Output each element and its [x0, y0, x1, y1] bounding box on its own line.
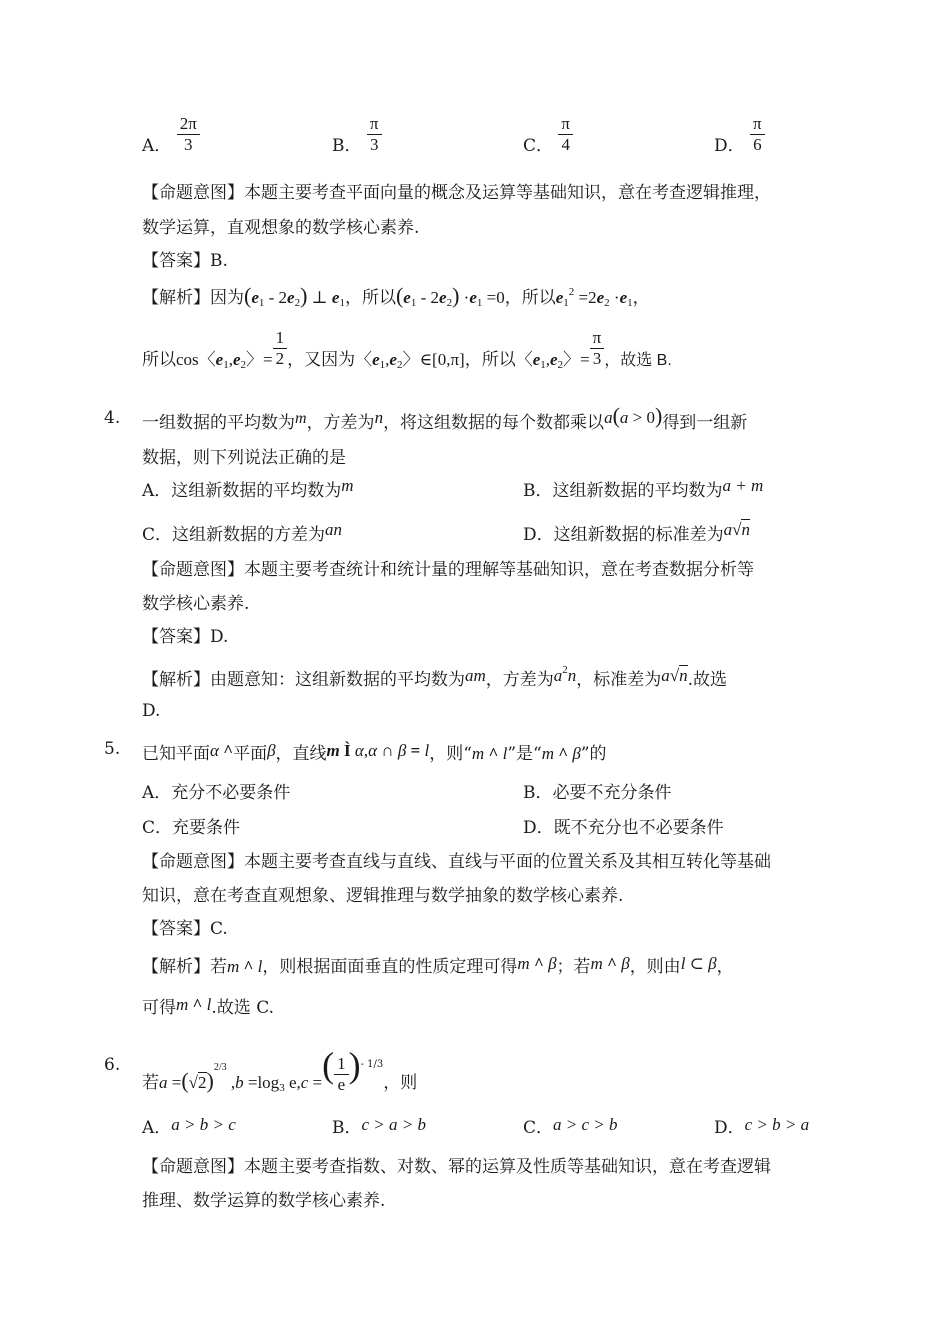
q4-intent-line1: 【命题意图】本题主要考查统计和统计量的理解等基础知识，意在考查数据分析等 — [142, 560, 754, 580]
q3-intent-line2: 数学运算，直观想象的数学核心素养. — [142, 218, 420, 238]
q6-number: 6. — [104, 1055, 121, 1075]
math-expr: $(e_1 - 2e_2)$ ⊥ $e_1$ — [244, 283, 345, 309]
q5-option-a: A．充分不必要条件 — [142, 783, 291, 803]
q3-option-a — [142, 114, 200, 154]
q6-option-c: C．a > c > b — [523, 1115, 618, 1138]
q6-intent-line2: 推理、数学运算的数学核心素养. — [142, 1191, 386, 1211]
q3-intent-line1: 【命题意图】本题主要考查平面向量的概念及运算等基础知识，意在考查逻辑推理， — [142, 183, 771, 203]
q4-option-d: D．这组新数据的标准差为a√n — [523, 520, 750, 545]
q6-intent-line1: 【命题意图】本题主要考查指数、对数、幂的运算及性质等基础知识，意在考查逻辑 — [142, 1157, 771, 1177]
option-label: B． — [332, 135, 362, 156]
q4-answer: 【答案】D. — [142, 627, 229, 647]
q4-stem-line1: 一组数据的平均数为m，方差为n，将这组数据的每个数都乘以a(a > 0)得到一组新 — [142, 403, 748, 433]
fraction: $\frac{\pi}{3}$ — [367, 114, 382, 154]
q5-stem: 已知平面α ^平面β，直线m Ì α,α ∩ β = l，则“m ^ l”是“m ^ β”的 — [142, 741, 607, 764]
q5-option-c: C．充要条件 — [142, 818, 241, 838]
q4-analysis-line2: D. — [142, 701, 161, 721]
q4-analysis-line1: 【解析】由题意知：这组新数据的平均数为am，方差为$a^2n$，标准差为a√n.故选 — [142, 664, 728, 690]
q6-option-b: B．c > a > b — [332, 1115, 426, 1138]
math-expr: $(e_1 - 2e_2) \cdot e_1 =0$ — [395, 283, 505, 309]
q3-option-d — [714, 114, 765, 154]
fraction: $\frac{1}{2}$ — [273, 328, 288, 368]
math-expr: 〈$e_1,e_2$〉= — [515, 349, 590, 371]
q6-option-d: D．c > b > a — [714, 1115, 810, 1138]
q5-analysis-line2: 可得m ^ l.故选 C. — [142, 995, 275, 1018]
option-label: C． — [523, 135, 554, 156]
q4-option-c: C．这组新数据的方差为an — [142, 520, 343, 545]
math-expr: 〈$e_1,e_2$〉∈[0,π] — [355, 349, 465, 371]
option-label: A． — [142, 135, 172, 156]
q4-option-b: B．这组新数据的平均数为a + m — [523, 476, 764, 501]
math-expr: $a =(√2)^{2/3}$ $,b =\log_3$ e,c = — [159, 1062, 323, 1094]
fraction: $\frac{\pi}{3}$ — [590, 328, 605, 368]
q5-number: 5. — [104, 739, 121, 759]
q5-analysis-line1: 【解析】若m ^ l，则根据面面垂直的性质定理可得m ^ β；若m ^ β，则由l ⊂ β， — [142, 954, 734, 977]
q5-intent-line1: 【命题意图】本题主要考查直线与直线、直线与平面的位置关系及其相互转化等基础 — [142, 852, 771, 872]
q3-option-b — [332, 114, 382, 154]
q4-option-a: A．这组新数据的平均数为m — [142, 476, 354, 501]
math-expr: cos〈$e_1,e_2$〉= — [176, 349, 273, 371]
fraction: $\frac{\pi}{4}$ — [558, 114, 573, 154]
q5-answer: 【答案】C. — [142, 919, 228, 939]
fraction: $\frac{2\pi}{3}$ — [177, 114, 200, 154]
fraction: $\frac{\pi}{6}$ — [750, 114, 765, 154]
math-expr: a(a > 0) — [604, 403, 663, 428]
q3-analysis-line2: 所以cos〈$e_1,e_2$〉= $\frac{1}{2}$ ，又因为〈$e_1,e_2$〉∈[0,π]，所以〈$e_1,e_2$〉= $\frac{\pi}{3}$ ，故选 B. — [142, 328, 672, 371]
q5-option-b: B．必要不充分条件 — [523, 783, 672, 803]
q6-option-a: A．a > b > c — [142, 1115, 236, 1138]
q5-option-d: D．既不充分也不必要条件 — [523, 818, 724, 838]
option-label: D． — [714, 135, 745, 156]
q4-stem-line2: 数据，则下列说法正确的是 — [142, 448, 346, 468]
fraction: $\frac{1}{e}$ — [334, 1054, 349, 1094]
q3-option-c — [523, 114, 573, 154]
math-expr: $e_1^2 =2e_2 \cdot e_1$ — [555, 286, 633, 309]
q3-answer: 【答案】B. — [142, 251, 228, 271]
q6-stem: 若$a =(√2)^{2/3}$ $,b =\log_3$ e,c =( $\frac{1}{e}$ )$^{- 1/3}$，则 — [142, 1045, 418, 1094]
q5-intent-line2: 知识，意在考查直观想象、逻辑推理与数学抽象的数学核心素养. — [142, 886, 624, 906]
q4-intent-line2: 数学核心素养. — [142, 594, 250, 614]
q4-number: 4. — [104, 408, 121, 428]
q3-analysis-line1: 【解析】因为$(e_1 - 2e_2)$ ⊥ $e_1$，所以$(e_1 - 2e_2) \cdot e_1 =0$，所以$e_1^2 =2e_2 \cdot e_1$， — [142, 283, 650, 309]
